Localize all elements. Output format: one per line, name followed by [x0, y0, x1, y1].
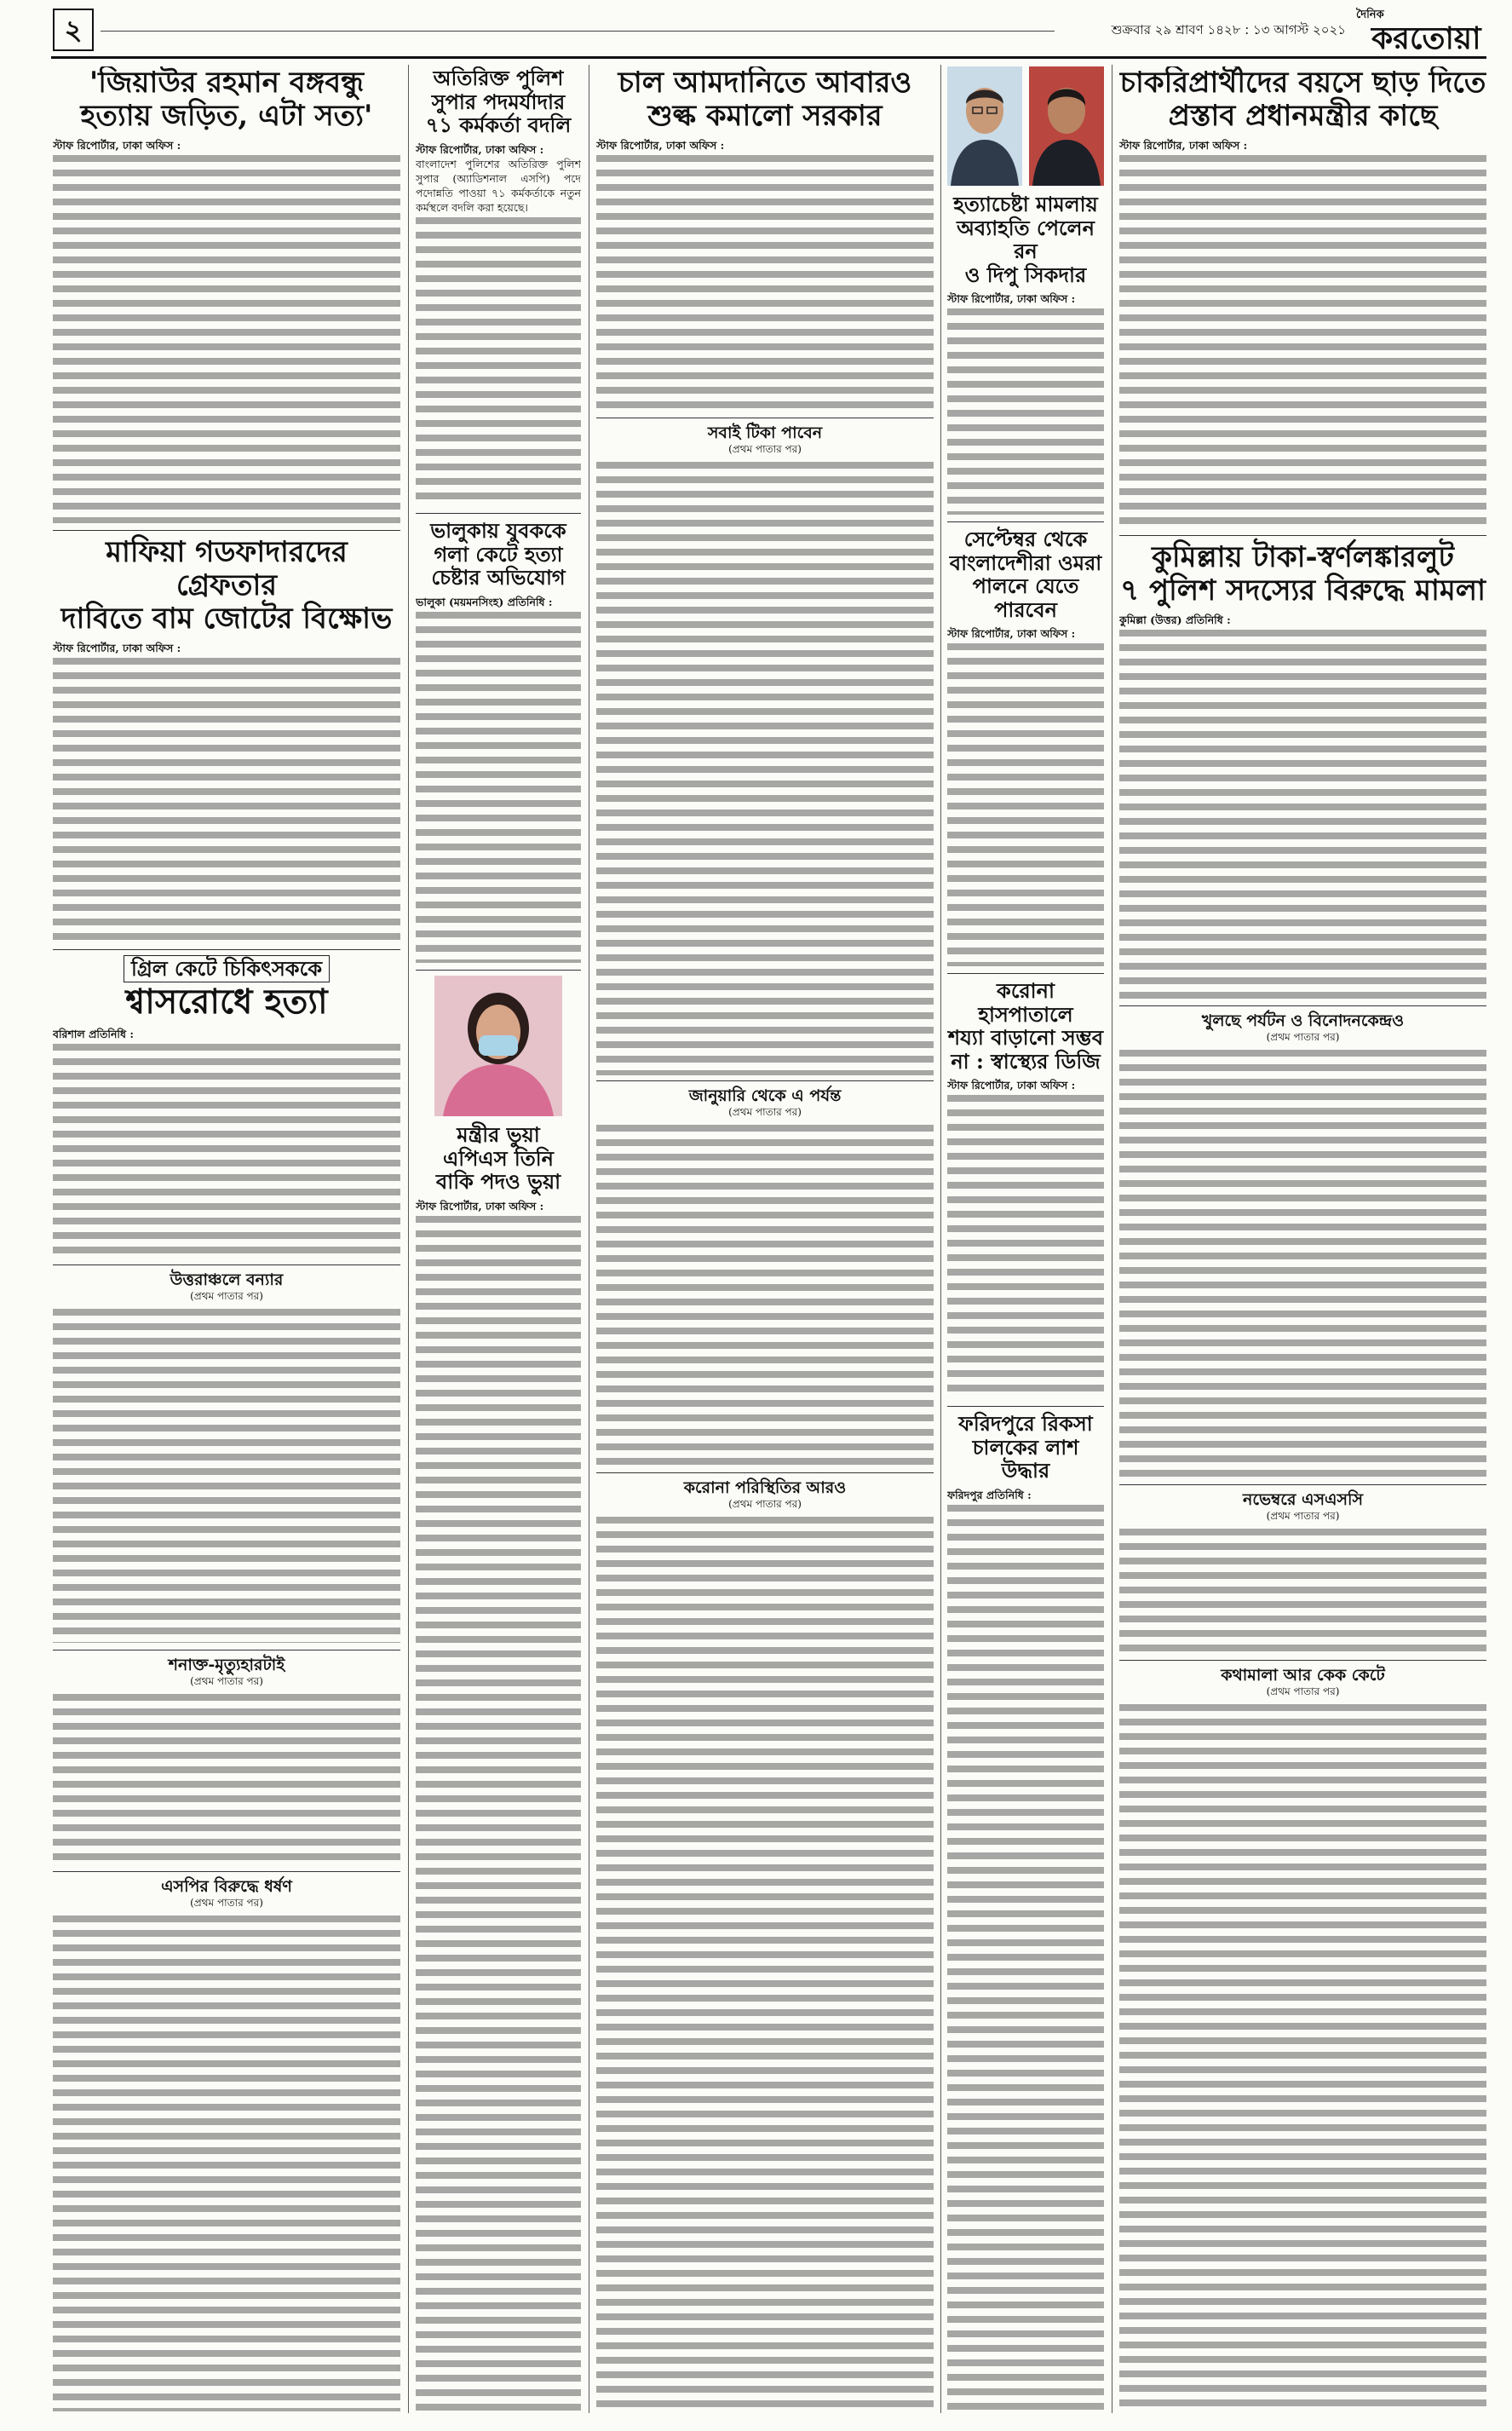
column-rule — [940, 65, 941, 2413]
logo-name: করতোয়া — [1371, 20, 1481, 55]
body-text — [947, 308, 1104, 515]
byline: স্টাফ রিপোর্টার, ঢাকা অফিস : — [596, 139, 725, 153]
headline-line: এপিএস তিনি — [443, 1145, 554, 1171]
headline-line — [53, 955, 400, 982]
body-text — [596, 462, 934, 1075]
continuation-heading — [1119, 1490, 1486, 1523]
article-umrah — [947, 521, 1104, 966]
headline — [947, 527, 1104, 621]
masthead — [51, 5, 1486, 55]
body-text — [53, 1044, 400, 1259]
headline — [53, 536, 400, 636]
continuation-note: (প্রথম পাতার পর) — [190, 1896, 263, 1909]
article-comilla-police-case — [1119, 535, 1486, 999]
body-text — [1119, 1529, 1486, 1653]
masthead-rule — [51, 56, 1486, 59]
continuation-note: (প্রথম পাতার পর) — [728, 1105, 802, 1118]
byline: বরিশাল প্রতিনিধি : — [53, 1027, 134, 1040]
headline-line: সুপার পদমর্যাদার — [431, 89, 566, 114]
headline-line: অতিরিক্ত পুলিশ — [433, 66, 564, 90]
headline-line: মাফিয়া গডফাদারদের গ্রেফতার — [106, 535, 348, 603]
continuation-detection-rate — [53, 1650, 400, 1864]
body-text — [1119, 155, 1486, 528]
headline — [416, 1123, 581, 1194]
headline-line: শ্বাসরোধে হত্যা — [125, 981, 328, 1022]
lead-paragraph: বাংলাদেশ পুলিশের অতিরিক্ত পুলিশ সুপার (অ্যাডিশনাল এসপি) পদে পদোন্নতি পাওয়া ৭১ কর্মকর্তাকে নতুন কর্মস্থলে বদলি করা হয়েছে। — [416, 157, 581, 214]
headline-line: করোনা হাসপাতালে — [978, 978, 1073, 1027]
body-text — [596, 155, 934, 412]
body-text — [596, 1125, 934, 1467]
article-covid-hospital-beds — [947, 973, 1104, 1399]
byline: স্টাফ রিপোর্টার, ঢাকা অফিস : — [53, 139, 181, 153]
continuation-note: (প্রথম পাতার পর) — [1266, 1030, 1340, 1043]
headline-line: অব্যাহতি পেলেন রন — [957, 215, 1095, 264]
body-text — [947, 1095, 1104, 1399]
headline-line: ভালুকায় যুবককে — [430, 518, 566, 543]
body-text — [1119, 1050, 1486, 1478]
continuation-heading — [1119, 1011, 1486, 1044]
byline: স্টাফ রিপোর্টার, ঢাকা অফিস : — [947, 627, 1076, 641]
continuation-heading — [53, 1270, 400, 1303]
headline-line: বাংলাদেশীরা ওমরা — [949, 550, 1102, 575]
body-text — [947, 1505, 1104, 2411]
portrait-photos — [947, 66, 1104, 186]
continuation-heading — [596, 423, 934, 456]
byline: ফরিদপুর প্রতিনিধি : — [947, 1488, 1032, 1501]
continuation-title: কথামালা আর কেক কেটে — [1221, 1666, 1385, 1685]
headline-line: উদ্ধার — [1001, 1458, 1050, 1483]
body-text — [416, 612, 581, 963]
portrait-photo — [416, 976, 581, 1116]
body-text — [53, 1915, 400, 2411]
continuation-flood — [53, 1264, 400, 1643]
headline — [416, 66, 581, 137]
continuation-corona-situation — [596, 1472, 934, 2411]
continuation-cake-cutting — [1119, 1660, 1486, 2411]
page-number: ২ — [53, 9, 94, 51]
article-jiaur — [53, 66, 400, 523]
continuation-heading — [1119, 1666, 1486, 1698]
continuation-heading — [53, 1877, 400, 1910]
continuation-heading — [53, 1656, 400, 1688]
continuation-note: (প্রথম পাতার পর) — [190, 1674, 263, 1687]
headline-line: ফরিদপুরে রিকসা — [958, 1411, 1093, 1436]
continuation-title: খুলছে পর্যটন ও বিনোদনকেন্দ্রও — [1201, 1011, 1405, 1030]
byline: স্টাফ রিপোর্টার, ঢাকা অফিস : — [1119, 139, 1248, 153]
byline: কুমিল্লা (উত্তর) প্রতিনিধি : — [1119, 614, 1231, 627]
byline: স্টাফ রিপোর্টার, ঢাকা অফিস : — [947, 1079, 1076, 1092]
issue-date: শুক্রবার ২৯ শ্রাবণ ১৪২৮ : ১৩ আগস্ট ২০২১ — [1111, 22, 1346, 37]
article-fake-aps — [416, 970, 581, 2411]
continuation-title: করোনা পরিস্থিতির আরও — [683, 1478, 847, 1497]
article-rice-import-duty — [596, 66, 934, 412]
body-text — [53, 155, 400, 523]
body-text — [416, 1216, 581, 2411]
headline — [1119, 541, 1486, 608]
article-mafia-protest — [53, 530, 400, 942]
headline-line: শয্যা বাড়ানো সম্ভব — [947, 1025, 1104, 1051]
byline: স্টাফ রিপোর্টার, ঢাকা অফিস : — [416, 142, 544, 156]
continuation-note: (প্রথম পাতার পর) — [728, 1497, 802, 1510]
headline — [416, 519, 581, 590]
article-doctor-murder — [53, 949, 400, 1259]
continuation-january — [596, 1080, 934, 1467]
continuation-sp-case — [53, 1871, 400, 2411]
body-text — [1119, 1704, 1486, 2411]
continuation-title: শনাক্ত-মৃত্যুহারটাই — [168, 1656, 285, 1674]
headline-line: চালকের লাশ — [972, 1434, 1079, 1460]
continuation-note: (প্রথম পাতার পর) — [190, 1289, 263, 1302]
body-text — [596, 1517, 934, 2411]
headline-line: চাকরিপ্রার্থীদের বয়সে ছাড় দিতে — [1119, 66, 1486, 100]
body-text — [53, 658, 400, 942]
header-rule — [101, 31, 1055, 32]
continuation-title: উত্তরাঞ্চলে বন্যার — [170, 1270, 284, 1289]
headline-line: 'জিয়াউর রহমান বঙ্গবন্ধু — [89, 66, 365, 100]
headline-line: বাকি পদও ভুয়া — [435, 1169, 561, 1195]
body-text — [53, 1694, 400, 1864]
headline-line: ৭ পুলিশ সদস্যের বিরুদ্ধে মামলা — [1120, 573, 1486, 608]
article-bhaluka — [416, 513, 581, 963]
continuation-ssc — [1119, 1484, 1486, 1653]
headline-kicker: গ্রিল কেটে চিকিৎসককে — [124, 955, 330, 982]
byline: ভালুকা (ময়মনসিংহ) প্রতিনিধি : — [416, 595, 553, 608]
woman-portrait-image — [434, 976, 562, 1116]
body-text — [416, 217, 581, 506]
article-faridpur-rickshaw — [947, 1406, 1104, 2411]
newspaper-logo — [1354, 5, 1486, 55]
continuation-note: (প্রথম পাতার পর) — [1266, 1685, 1340, 1697]
headline-line: ও দিপু সিকদার — [964, 262, 1087, 287]
headline-line: প্রস্তাব প্রধানমন্ত্রীর কাছে — [1168, 99, 1438, 134]
headline-line: চেষ্টার অভিযোগ — [431, 565, 566, 590]
headline-line: ৭১ কর্মকর্তা বদলি — [425, 112, 572, 138]
headline — [1119, 66, 1486, 133]
headline-line: মন্ত্রীর ভুয়া — [457, 1122, 540, 1147]
article-ron-dipu — [947, 66, 1104, 515]
headline-line: না : স্বাস্থ্যের ডিজি — [951, 1048, 1101, 1074]
man-portrait-image — [947, 66, 1022, 186]
continuation-tourism — [1119, 1005, 1486, 1478]
body-text — [53, 1309, 400, 1643]
headline-line: দাবিতে বাম জোটের বিক্ষোভ — [60, 602, 393, 637]
headline-line: হত্যাচেষ্টা মামলায় — [953, 192, 1098, 216]
headline-line: গলা কেটে হত্যা — [434, 541, 563, 567]
continuation-heading — [596, 1478, 934, 1511]
byline: স্টাফ রিপোর্টার, ঢাকা অফিস : — [947, 292, 1076, 306]
body-text — [947, 643, 1104, 966]
continuation-title: সবাই টিকা পাবেন — [707, 423, 823, 442]
continuation-title: নভেম্বরে এসএসসি — [1242, 1490, 1364, 1509]
column-rule — [408, 65, 409, 2413]
continuation-title: জানুয়ারি থেকে এ পর্যন্ত — [688, 1086, 842, 1105]
continuation-note: (প্রথম পাতার পর) — [1266, 1509, 1340, 1522]
headline-line: শুল্ক কমালো সরকার — [647, 99, 882, 134]
logo-prefix: দৈনিক — [1356, 9, 1384, 21]
continuation-note: (প্রথম পাতার পর) — [728, 442, 802, 455]
headline-line: কুমিল্লায় টাকা-স্বর্ণলঙ্কারলুট — [1152, 540, 1454, 574]
headline — [596, 66, 934, 133]
headline — [53, 66, 400, 133]
headline — [947, 1412, 1104, 1483]
body-text — [1119, 630, 1486, 999]
headline — [947, 979, 1104, 1073]
continuation-vaccine — [596, 418, 934, 1075]
man-portrait-image — [1029, 66, 1104, 186]
continuation-heading — [596, 1086, 934, 1119]
headline-line: সেপ্টেম্বর থেকে — [963, 527, 1088, 551]
article-job-age-relaxation — [1119, 66, 1486, 528]
headline-line: চাল আমদানিতে আবারও — [618, 66, 912, 100]
byline: স্টাফ রিপোর্টার, ঢাকা অফিস : — [416, 1199, 544, 1213]
continuation-title: এসপির বিরুদ্ধে ধর্ষণ — [161, 1877, 292, 1896]
byline: স্টাফ রিপোর্টার, ঢাকা অফিস : — [53, 642, 181, 655]
headline-line: পালনে যেতে পারবেন — [972, 573, 1079, 622]
headline — [53, 955, 400, 1022]
headline-line: হত্যায় জড়িত, এটা সত্য' — [80, 99, 373, 134]
article-addl-sp-transfer — [416, 66, 581, 506]
headline — [947, 193, 1104, 286]
